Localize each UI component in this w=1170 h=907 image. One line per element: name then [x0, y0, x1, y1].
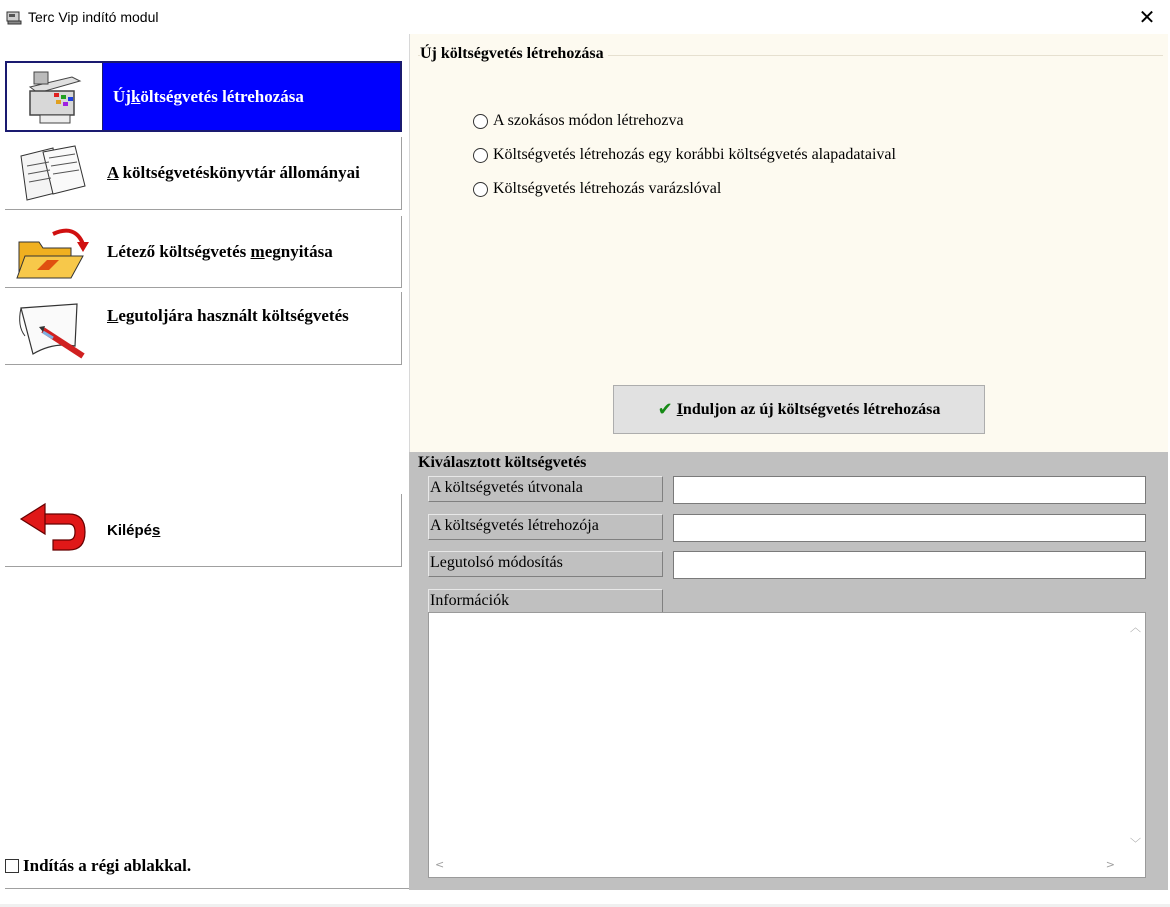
window-title: Terc Vip indító modul: [28, 9, 159, 25]
scroll-left-icon[interactable]: <: [435, 858, 445, 871]
radio-usual-way-label: A szokásos módon létrehozva: [493, 112, 684, 129]
old-windows-checkbox-label: Indítás a régi ablakkal.: [23, 856, 192, 875]
start-new-budget-label: Induljon az új költségvetés létrehozása: [676, 400, 941, 418]
cash-register-icon: [7, 63, 103, 130]
new-budget-label: Új k öltségvetés létrehozása: [103, 63, 400, 130]
last-used-budget-label: Legutoljára használt költségvetés: [107, 306, 349, 325]
budget-library-button[interactable]: [5, 137, 402, 210]
checkmark-icon: ✔: [657, 399, 673, 420]
new-budget-button[interactable]: [5, 61, 402, 132]
budget-library-label: A költségvetéskönyvtár állományai: [107, 163, 360, 182]
last-used-budget-button[interactable]: [5, 292, 402, 365]
exit-label: Kilépés: [107, 521, 161, 539]
last-modified-field[interactable]: [673, 551, 1146, 579]
radio-button[interactable]: [473, 182, 488, 197]
exit-arrow-icon: [5, 494, 101, 566]
open-existing-budget-label: Létező költségvetés megnyitása: [107, 241, 333, 261]
last-modified-label: Legutolsó módosítás: [428, 551, 663, 577]
radio-wizard[interactable]: [473, 180, 721, 198]
old-windows-checkbox-box[interactable]: [5, 859, 19, 873]
radio-usual-way[interactable]: [473, 112, 684, 130]
exit-button[interactable]: [5, 494, 402, 567]
documents-icon: [5, 137, 101, 209]
left-panel-divider: [5, 888, 409, 889]
radio-button[interactable]: [473, 114, 488, 129]
path-field[interactable]: [673, 476, 1146, 504]
selected-budget-title: Kiválasztott költségvetés: [418, 454, 587, 471]
close-button[interactable]: [1124, 0, 1170, 34]
old-windows-checkbox[interactable]: [5, 856, 191, 876]
open-folder-icon: [5, 216, 101, 287]
radio-from-previous-label: Költségvetés létrehozás egy korábbi költségvetés alapadataival: [493, 146, 896, 163]
left-menu-panel: [0, 34, 409, 907]
scroll-up-icon[interactable]: ︿: [1130, 621, 1141, 634]
creator-label: A költségvetés létrehozója: [428, 514, 663, 540]
radio-wizard-label: Költségvetés létrehozás varázslóval: [493, 180, 722, 197]
app-icon: [5, 9, 23, 25]
open-existing-budget-button[interactable]: [5, 216, 402, 288]
path-label: A költségvetés útvonala: [428, 476, 663, 502]
info-textarea[interactable]: [428, 612, 1146, 878]
close-icon: ✕: [1138, 5, 1156, 29]
radio-button[interactable]: [473, 148, 488, 163]
scroll-right-icon[interactable]: >: [1105, 858, 1115, 871]
title-bar: [0, 0, 1170, 34]
start-new-budget-button[interactable]: [613, 385, 985, 434]
scroll-down-icon[interactable]: ﹀: [1130, 837, 1141, 850]
radio-from-previous[interactable]: [473, 146, 896, 164]
edit-document-icon: [5, 292, 101, 364]
info-label: Információk: [428, 589, 663, 613]
new-budget-panel: [409, 34, 1168, 452]
selected-budget-panel: [409, 452, 1168, 890]
creator-field[interactable]: [673, 514, 1146, 542]
new-budget-panel-title: Új költségvetés létrehozása: [420, 45, 608, 63]
